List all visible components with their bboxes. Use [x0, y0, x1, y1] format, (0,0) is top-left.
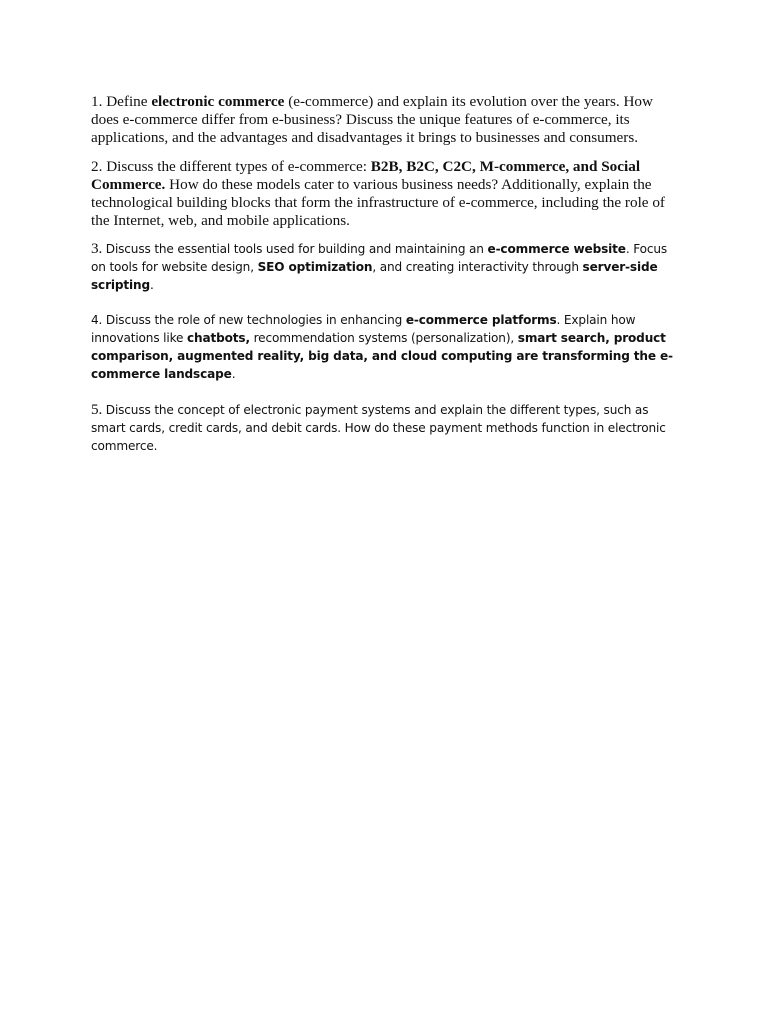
question-3-text: Discuss the essential tools used for building and maintaining an: [102, 242, 488, 256]
question-4-text: recommendation systems (personalization),: [249, 331, 518, 345]
question-1-text: 1. Define: [91, 93, 152, 110]
question-4-term: chatbots,: [187, 331, 250, 345]
question-2-term: B2B, B2C, C2C, M-commerce, and Social Commerce.: [91, 158, 641, 193]
question-1-text: (e-commerce) and explain its evolution over the years. How does e-commerce differ from e-business? Discuss the unique features of e-commerce, its applications, and the advantages and disadvantages it brings to businesses and consumers.: [91, 93, 653, 146]
question-4-text: . Explain how innovations like: [91, 313, 636, 345]
question-3-text: . Focus on tools for website design,: [91, 242, 668, 274]
question-5: [91, 401, 681, 455]
question-4-term: smart search, product comparison, augmented reality, big data, and cloud computing are transforming the e-commerce landscape: [91, 331, 673, 381]
question-3: [91, 240, 681, 294]
question-2: [91, 158, 681, 230]
question-1-term: electronic commerce: [151, 93, 285, 110]
question-3-term: server-side scripting: [91, 260, 658, 292]
question-4-text: 4. Discuss the role of new technologies in enhancing: [91, 313, 406, 327]
question-4-term: e-commerce platforms: [405, 313, 557, 327]
question-5-number: 5.: [91, 401, 103, 418]
question-3-text: , and creating interactivity through: [372, 260, 583, 274]
question-3-text: .: [149, 278, 154, 292]
question-4: [91, 311, 681, 383]
question-3-term: e-commerce website: [487, 242, 626, 256]
document-body: [91, 93, 681, 455]
question-2-text: 2. Discuss the different types of e-commerce:: [91, 158, 371, 175]
question-5-text: Discuss the concept of electronic payment systems and explain the different types, such as smart cards, credit cards, and debit cards. How do these payment methods function in electronic commerce.: [91, 403, 666, 453]
question-2-text: How do these models cater to various business needs? Additionally, explain the technological building blocks that form the infrastructure of e-commerce, including the role of the Internet, web, and mobile applications.: [91, 176, 665, 229]
question-1: [91, 93, 681, 147]
question-4-text: .: [231, 367, 236, 381]
question-3-number: 3.: [91, 240, 103, 257]
question-3-term: SEO optimization: [257, 260, 373, 274]
